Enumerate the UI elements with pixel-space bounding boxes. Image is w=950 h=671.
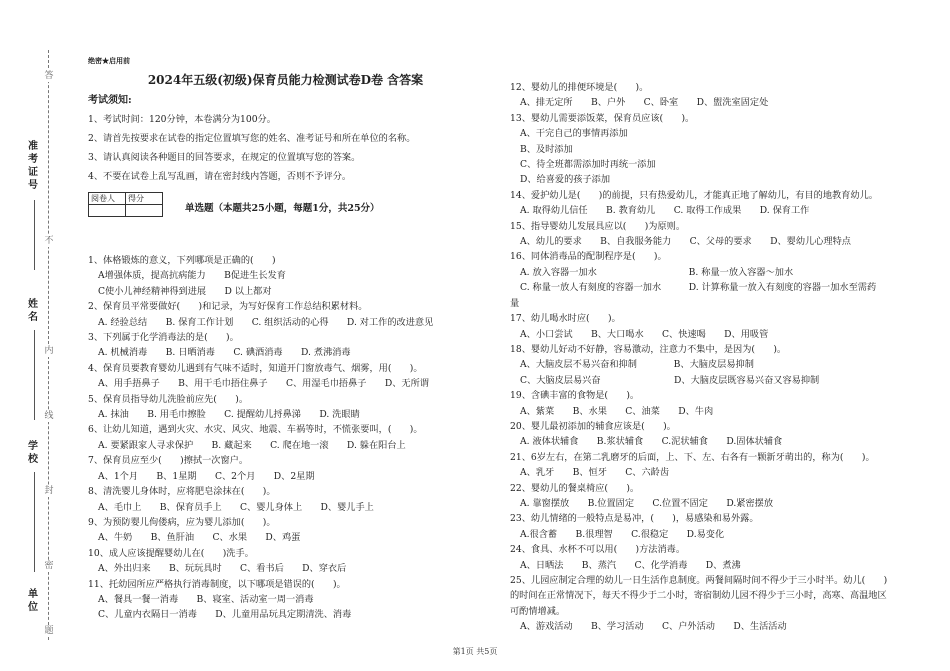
notice-rule: 4、不要在试卷上乱写乱画，请在密封线内答题，否则不予评分。: [88, 171, 352, 182]
answer-options: A、毛巾上 B、保育员手上 C、婴儿身体上 D、婴儿手上: [98, 501, 374, 513]
question-list-left: [88, 253, 483, 623]
answer-options: A. 取得幼儿信任 B. 教育幼儿 C. 取得工作成果 D. 保育工作: [520, 205, 810, 217]
score-box-score-label: 得分: [126, 193, 163, 205]
answer-options: C使小儿神经精神得到进展 D 以上都对: [98, 285, 272, 297]
question-line: 量: [510, 297, 520, 309]
notice-rule: 2、请首先按要求在试卷的指定位置填写您的姓名、准考证号和所在单位的名称。: [88, 133, 416, 144]
score-box: [88, 192, 163, 217]
question-line: 13、婴幼儿需要添饭菜，保育员应该( )。: [510, 112, 695, 124]
answer-options: D、给喜爱的孩子添加: [520, 174, 611, 186]
answer-options: C、大脑皮层易兴奋 D、大脑皮层既容易兴奋又容易抑制: [520, 374, 820, 386]
question-line: 6、让幼儿知道，遇到火灾、水灾、风灾、地震、车祸等时，不慌张要叫，( )。: [88, 424, 423, 436]
section-header: [88, 186, 483, 217]
answer-options: A、外出归来 B、玩玩具时 C、看书后 D、穿衣后: [98, 563, 347, 575]
answer-options: A.很含蓄 B.很理智 C.很稳定 D.易变化: [520, 528, 725, 540]
answer-options: C、待全班都需添加时再统一添加: [520, 159, 656, 171]
answer-options: B、及时添加: [520, 143, 573, 155]
question-line: 17、幼儿喝水时应( )。: [510, 313, 621, 325]
binding-label-exam-number: 准考证号: [28, 141, 38, 191]
answer-options: A. 机械消毒 B. 日晒消毒 C. 碘酒消毒 D. 煮沸消毒: [98, 347, 351, 359]
cut-mark: 线: [42, 410, 56, 422]
page-title: 2024年五级(初级)保育员能力检测试卷D卷 含答案: [147, 73, 424, 87]
answer-options: A、小口尝试 B、大口喝水 C、快速喝 D、用吸管: [520, 328, 769, 340]
question-line: 1、体格锻炼的意义，下列哪项是正确的( ): [88, 255, 276, 266]
cut-mark: 不: [42, 235, 56, 247]
school-fill-line: [34, 472, 35, 572]
page-footer: 第1页 共5页: [452, 647, 498, 656]
question-line: 21、6岁左右，在第二乳磨牙的后面，上、下、左、右各有一颗新牙萌出的，称为( )。: [510, 451, 875, 463]
notice-rule: 3、请认真阅读各种题目的回答要求，在规定的位置填写您的答案。: [88, 152, 361, 163]
left-column: [88, 58, 483, 623]
binding-label-unit: 单位: [28, 589, 38, 613]
notice-rule: 1、考试时间：120分钟，本卷满分为100分。: [88, 114, 276, 125]
binding-strip: [0, 0, 70, 671]
answer-options: A、牛奶 B、鱼肝油 C、水果 D、鸡蛋: [98, 532, 301, 544]
answer-options: A增强体质，提高抗病能力 B促进生长发育: [98, 270, 286, 282]
question-line: 19、含碘丰富的食物是( )。: [510, 390, 640, 402]
exam-number-fill-line: [34, 200, 35, 270]
question-line: 18、婴幼儿好动不好静，容易激动，注意力不集中，是因为( )。: [510, 343, 787, 355]
answer-options: A. 放入容器一加水 B. 称量一放入容器～加水: [520, 266, 794, 278]
answer-options: A、1个月 B、1星期 C、2个月 D、2星期: [98, 470, 315, 482]
question-line: 8、清洗婴儿身体时，应将肥皂涂抹在( )。: [88, 486, 276, 498]
answer-options: A、大脑皮层不易兴奋和抑制 B、大脑皮层易抑制: [520, 359, 754, 371]
question-line: 5、保育员指导幼儿洗脸前应先( )。: [88, 393, 249, 405]
answer-options: A. 要紧跟家人寻求保护 B. 藏起来 C. 爬在地一滚 D. 躲在阳台上: [98, 439, 406, 451]
answer-options: A、干完自己的事情再添加: [520, 128, 628, 140]
question-line: 22、婴幼儿的餐桌椅应( )。: [510, 482, 640, 494]
question-line: 3、下列属于化学消毒法的是( )。: [88, 332, 239, 344]
binding-label-name: 姓名: [28, 299, 38, 323]
cut-mark: 答: [42, 70, 56, 82]
question-line: 2、保育员平常要做好( )和记录，为写好保育工作总结积累材料。: [88, 301, 368, 313]
score-box-grader-cell[interactable]: [89, 205, 126, 217]
answer-options: A、游戏活动 B、学习活动 C、户外活动 D、生活活动: [520, 621, 787, 633]
cut-mark: 密: [42, 560, 56, 572]
question-line: 15、指导婴幼儿发展具应以( )为原则。: [510, 220, 686, 232]
question-line: 25、儿园应制定合理的幼儿一日生活作息制度。两餐间隔时间不得少于三小时半。幼儿( ): [510, 575, 888, 586]
question-line: 10、成人应该提醒婴幼儿在( )洗手。: [88, 547, 254, 559]
question-line: 16、同体消毒品的配制程序是( )。: [510, 251, 667, 263]
right-column: [510, 58, 920, 635]
question-line: 7、保育员应至少( )擦拭一次窗户。: [88, 455, 249, 467]
answer-options: A. 液体状辅食 B.浆状辅食 C.泥状辅食 D.固体状辅食: [520, 436, 783, 448]
question-line: 24、食具、水杯不可以用( )方法消毒。: [510, 544, 686, 556]
section-title: 单选题（本题共25小题，每题1分，共25分）: [185, 203, 380, 214]
question-line: 9、为预防婴儿佝偻病，应为婴儿添加( )。: [88, 516, 276, 528]
answer-options: A、日晒法 B、蒸汽 C、化学消毒 D、煮沸: [520, 559, 741, 571]
answer-options: A、幼儿的要求 B、自我服务能力 C、父母的要求 D、婴幼儿心理特点: [520, 236, 851, 248]
secret-mark: 绝密★启用前: [88, 56, 130, 65]
binding-label-school: 学校: [28, 441, 38, 465]
question-line: 11、托幼园所应严格执行消毒制度，以下哪项是错误的( )。: [88, 578, 346, 590]
answer-options: C. 称量一放人有刻度的容器一加水 D. 计算称量一放入有刻度的容器一加水至需药: [520, 282, 877, 294]
question-list-right: [510, 80, 920, 635]
question-line: 4、保育员要教育婴幼儿遇到有气味不适时，知道开门窗放毒气、烟雾，用( )。: [88, 362, 423, 374]
answer-options: A、排无定所 B、户外 C、卧室 D、盥洗室固定处: [520, 97, 769, 109]
name-fill-line: [34, 330, 35, 420]
question-line: 可酌情增减。: [510, 605, 566, 617]
answer-options: A. 靠窗摆放 B.位置固定 C.位置不固定 D.紧密摆放: [520, 497, 774, 509]
question-line: 20、婴儿最初添加的辅食应该是( )。: [510, 420, 676, 432]
cut-mark: 题: [42, 625, 56, 637]
question-line: 的时间在正常情况下，每天不得少于二小时，寄宿制幼儿园不得少于三小时，高寒、高温地区: [510, 590, 887, 602]
answer-options: A. 经验总结 B. 保育工作计划 C. 组织活动的心得 D. 对工作的改进意见: [98, 316, 434, 328]
cut-mark: 内: [42, 345, 56, 357]
answer-options: A、紫菜 B、水果 C、油菜 D、牛肉: [520, 405, 714, 417]
answer-options: A、餐具一餐一消毒 B、寝室、活动室一周一消毒: [98, 593, 314, 605]
question-line: 12、婴幼儿的排便环境是( )。: [510, 82, 649, 93]
question-line: 23、幼儿情绪的一般特点是易冲，( )，易感染和易外露。: [510, 513, 759, 525]
cut-mark: 封: [42, 485, 56, 497]
answer-options: A. 抹油 B. 用毛巾擦脸 C. 提醒幼儿捋鼻涕 D. 洗眼睛: [98, 409, 360, 421]
answer-options: C、儿童内衣隔日一消毒 D、儿童用品玩具定期清洗、消毒: [98, 609, 352, 621]
notice-heading: 考试须知:: [88, 95, 132, 106]
score-box-score-cell[interactable]: [126, 205, 163, 217]
answer-options: A、乳牙 B、恒牙 C、六龄齿: [520, 467, 670, 479]
answer-options: A、用手捂鼻子 B、用干毛巾捂住鼻子 C、用湿毛巾捂鼻子 D、无所谓: [98, 378, 429, 390]
score-box-grader-label: 阅卷人: [89, 193, 126, 205]
question-line: 14、爱护幼儿是( )的前提，只有热爱幼儿，才能真正地了解幼儿，有目的地教育幼儿。: [510, 189, 878, 201]
